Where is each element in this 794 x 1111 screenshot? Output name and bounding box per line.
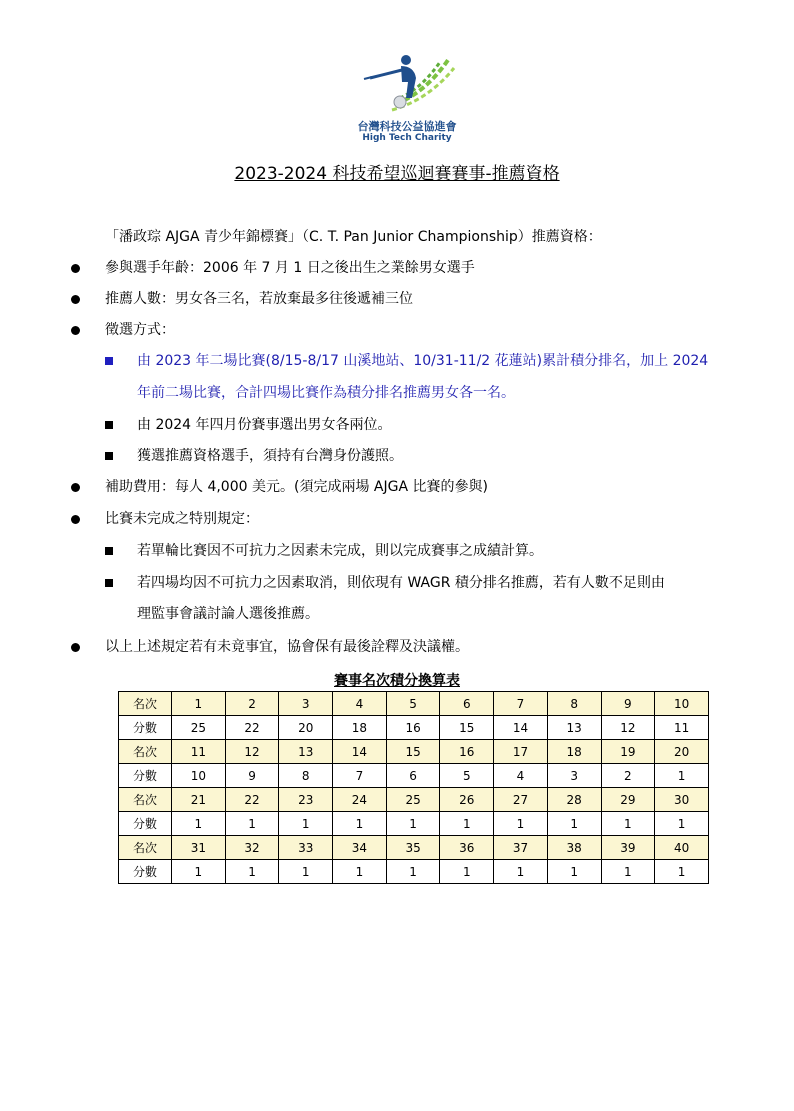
- square-bullet-icon: [105, 357, 113, 365]
- points-cell: 4: [494, 764, 548, 788]
- rank-cell: 34: [333, 836, 387, 860]
- rank-cell: 25: [386, 788, 440, 812]
- method-item-1-line-2: 年前二場比賽，合計四場比賽作為積分排名推薦男女各一名。: [137, 385, 515, 401]
- method-item-3: 獲選推薦資格選手，須持有台灣身份護照。: [137, 448, 403, 464]
- special-item-2-line-1: 若四場均因不可抗力之因素取消，則依現有 WAGR 積分排名推薦，若有人數不足則由: [137, 575, 665, 591]
- points-cell: 12: [601, 716, 655, 740]
- points-cell: 1: [547, 860, 601, 884]
- age-requirement: 參與選手年齡：2006 年 7 月 1 日之後出生之業餘男女選手: [105, 260, 475, 276]
- points-cell: 1: [333, 860, 387, 884]
- points-cell: 1: [655, 812, 709, 836]
- points-cell: 1: [494, 860, 548, 884]
- points-cell: 1: [601, 812, 655, 836]
- rank-row: [119, 740, 709, 764]
- rank-cell: 16: [440, 740, 494, 764]
- quota-text: 推薦人數：男女各三名，若放棄最多往後遞補三位: [105, 291, 413, 307]
- points-cell: 1: [172, 812, 226, 836]
- rank-cell: 27: [494, 788, 548, 812]
- points-cell: 16: [386, 716, 440, 740]
- points-label-cell: 分數: [119, 860, 172, 884]
- square-bullet-icon: [105, 579, 113, 587]
- rank-cell: 28: [547, 788, 601, 812]
- points-label-cell: 分數: [119, 764, 172, 788]
- points-cell: 9: [225, 764, 279, 788]
- rank-cell: 7: [494, 692, 548, 716]
- points-row: [119, 860, 709, 884]
- points-cell: 1: [386, 812, 440, 836]
- rank-cell: 17: [494, 740, 548, 764]
- points-cell: 5: [440, 764, 494, 788]
- rank-row: [119, 692, 709, 716]
- rank-cell: 37: [494, 836, 548, 860]
- selection-method-heading: 徵選方式：: [105, 322, 175, 338]
- intro-text: 「潘政琮 AJGA 青少年錦標賽」（C. T. Pan Junior Championship）推薦資格：: [105, 229, 602, 245]
- rank-cell: 36: [440, 836, 494, 860]
- rank-cell: 3: [279, 692, 333, 716]
- points-cell: 1: [601, 860, 655, 884]
- points-cell: 8: [279, 764, 333, 788]
- rank-label-cell: 名次: [119, 788, 172, 812]
- rank-cell: 15: [386, 740, 440, 764]
- rank-cell: 30: [655, 788, 709, 812]
- square-bullet-icon: [105, 421, 113, 429]
- points-cell: 1: [172, 860, 226, 884]
- points-label-cell: 分數: [119, 716, 172, 740]
- rank-cell: 33: [279, 836, 333, 860]
- page-title: 2023-2024 科技希望巡迴賽賽事-推薦資格: [234, 164, 560, 184]
- points-cell: 1: [333, 812, 387, 836]
- rank-cell: 26: [440, 788, 494, 812]
- special-rules-heading: 比賽未完成之特別規定：: [105, 511, 259, 527]
- rank-cell: 11: [172, 740, 226, 764]
- points-cell: 14: [494, 716, 548, 740]
- rank-cell: 1: [172, 692, 226, 716]
- special-item-1: 若單輪比賽因不可抗力之因素未完成，則以完成賽事之成績計算。: [137, 543, 543, 559]
- points-cell: 7: [333, 764, 387, 788]
- bullet-dot-icon: [71, 264, 80, 273]
- rank-cell: 35: [386, 836, 440, 860]
- points-cell: 1: [386, 860, 440, 884]
- rank-cell: 31: [172, 836, 226, 860]
- rank-cell: 21: [172, 788, 226, 812]
- subsidy-text: 補助費用：每人 4,000 美元。(須完成兩場 AJGA 比賽的參與): [105, 479, 488, 495]
- rank-cell: 8: [547, 692, 601, 716]
- method-item-1-line-1: 由 2023 年二場比賽(8/15-8/17 山溪地站、10/31-11/2 花蓮站)累計積分排名，加上 2024: [137, 353, 709, 369]
- points-cell: 1: [279, 812, 333, 836]
- rank-cell: 23: [279, 788, 333, 812]
- rank-label-cell: 名次: [119, 836, 172, 860]
- points-cell: 13: [547, 716, 601, 740]
- square-bullet-icon: [105, 452, 113, 460]
- bullet-dot-icon: [71, 295, 80, 304]
- final-statement: 以上上述規定若有未竟事宜，協會保有最後詮釋及決議權。: [105, 639, 469, 655]
- bullet-dot-icon: [71, 483, 80, 492]
- rank-cell: 12: [225, 740, 279, 764]
- points-row: [119, 812, 709, 836]
- organization-logo: [346, 52, 468, 144]
- method-item-2: 由 2024 年四月份賽事選出男女各兩位。: [137, 417, 392, 433]
- points-cell: 10: [172, 764, 226, 788]
- bullet-dot-icon: [71, 326, 80, 335]
- rank-cell: 14: [333, 740, 387, 764]
- points-cell: 6: [386, 764, 440, 788]
- points-cell: 1: [225, 860, 279, 884]
- golfer-logo-icon: [356, 52, 458, 116]
- rank-cell: 32: [225, 836, 279, 860]
- rank-cell: 18: [547, 740, 601, 764]
- rank-cell: 2: [225, 692, 279, 716]
- rank-cell: 20: [655, 740, 709, 764]
- rank-row: [119, 836, 709, 860]
- points-cell: 1: [440, 812, 494, 836]
- points-cell: 11: [655, 716, 709, 740]
- rank-label-cell: 名次: [119, 740, 172, 764]
- rank-cell: 24: [333, 788, 387, 812]
- points-cell: 15: [440, 716, 494, 740]
- points-cell: 1: [655, 860, 709, 884]
- special-item-2-line-2: 理監事會議討論人選後推薦。: [137, 606, 319, 622]
- points-table-title: 賽事名次積分換算表: [334, 673, 460, 689]
- rank-cell: 40: [655, 836, 709, 860]
- points-cell: 18: [333, 716, 387, 740]
- bullet-dot-icon: [71, 515, 80, 524]
- rank-cell: 9: [601, 692, 655, 716]
- rank-cell: 19: [601, 740, 655, 764]
- points-cell: 1: [494, 812, 548, 836]
- points-cell: 1: [279, 860, 333, 884]
- organization-english-name: High Tech Charity: [362, 133, 452, 143]
- rank-row: [119, 788, 709, 812]
- rank-cell: 5: [386, 692, 440, 716]
- bullet-dot-icon: [71, 643, 80, 652]
- rank-cell: 6: [440, 692, 494, 716]
- points-row: [119, 764, 709, 788]
- points-cell: 1: [547, 812, 601, 836]
- rank-cell: 13: [279, 740, 333, 764]
- points-cell: 25: [172, 716, 226, 740]
- rank-cell: 29: [601, 788, 655, 812]
- points-cell: 3: [547, 764, 601, 788]
- points-cell: 2: [601, 764, 655, 788]
- rank-cell: 4: [333, 692, 387, 716]
- rank-label-cell: 名次: [119, 692, 172, 716]
- points-conversion-table: [118, 691, 709, 884]
- points-label-cell: 分數: [119, 812, 172, 836]
- points-cell: 1: [225, 812, 279, 836]
- rank-cell: 22: [225, 788, 279, 812]
- rank-cell: 10: [655, 692, 709, 716]
- points-cell: 20: [279, 716, 333, 740]
- organization-name: 台灣科技公益協進會: [357, 120, 457, 133]
- rank-cell: 39: [601, 836, 655, 860]
- rank-cell: 38: [547, 836, 601, 860]
- points-cell: 1: [440, 860, 494, 884]
- points-cell: 22: [225, 716, 279, 740]
- square-bullet-icon: [105, 547, 113, 555]
- points-row: [119, 716, 709, 740]
- points-cell: 1: [655, 764, 709, 788]
